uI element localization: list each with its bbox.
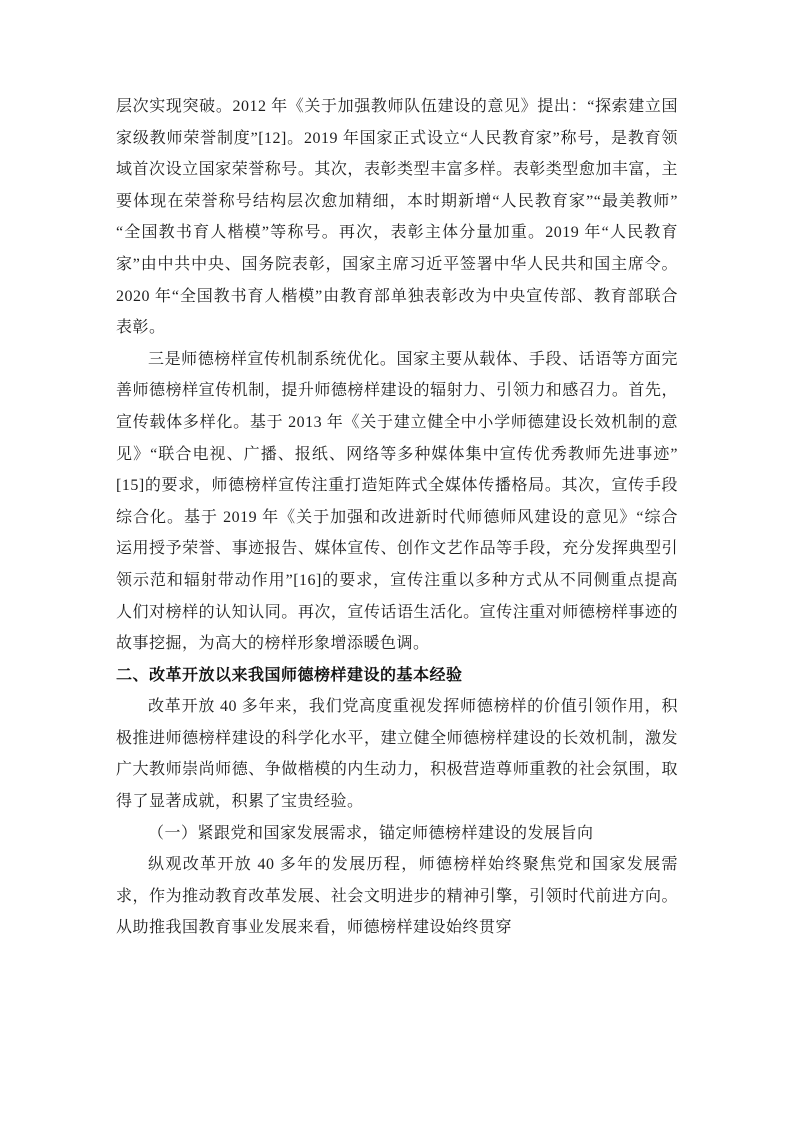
- text-column: [116, 91, 678, 944]
- section-heading: 二、改革开放以来我国师德榜样建设的基本经验: [116, 666, 463, 684]
- paragraph-development-course: 纵观改革开放 40 多年的发展历程，师德榜样始终聚焦党和国家发展需求，作为推动教育改革发展、社会文明进步的精神引擎，引领时代前进方向。从助推我国教育事业发展来看，师德榜样建设始终贯穿: [116, 856, 678, 937]
- paragraph-propaganda-mechanism: 三是师德榜样宣传机制系统优化。国家主要从载体、手段、话语等方面完善师德榜样宣传机制，提升师德榜样建设的辐射力、引领力和感召力。首先，宣传载体多样化。基于 2013 年《关于建立健全中小学师德建设长效机制的意见》“联合电视、广播、报纸、网络等多种媒体集中宣传优秀教师先进事迹”[15]的要求，师德榜样宣传注重打造矩阵式全媒体传播格局。其次，宣传手段综合化。基于 2019 年《关于加强和改进新时代师德师风建设的意见》“综合运用授予荣誉、事迹报告、媒体宣传、创作文艺作品等手段，充分发挥典型引领示范和辐射带动作用”[16]的要求，宣传注重以多种方式从不同侧重点提高人们对榜样的认知认同。再次，宣传话语生活化。宣传注重对师德榜样事迹的故事挖掘，为高大的榜样形象增添暖色调。: [116, 350, 678, 653]
- paragraph-reform-experience: 改革开放 40 多年来，我们党高度重视发挥师德榜样的价值引领作用，积极推进师德榜样建设的科学化水平，建立健全师德榜样建设的长效机制，激发广大教师崇尚师德、争做楷模的内生动力，积极营造尊师重教的社会氛围，取得了显著成就，积累了宝贵经验。: [116, 698, 678, 811]
- paragraph-continuation: 层次实现突破。2012 年《关于加强教师队伍建设的意见》提出：“探索建立国家级教师荣誉制度”[12]。2019 年国家正式设立“人民教育家”称号，是教育领域首次设立国家荣誉称号。其次，表彰类型丰富多样。表彰类型愈加丰富，主要体现在荣誉称号结构层次愈加精细，本时期新增“人民教育家”“最美教师”“全国教书育人楷模”等称号。再次，表彰主体分量加重。2019 年“人民教育家”由中共中央、国务院表彰，国家主席习近平签署中华人民共和国主席令。2020 年“全国教书育人楷模”由教育部单独表彰改为中央宣传部、教育部联合表彰。: [116, 98, 678, 337]
- subsection-heading: （一）紧跟党和国家发展需求，锚定师德榜样建设的发展旨向: [148, 824, 594, 842]
